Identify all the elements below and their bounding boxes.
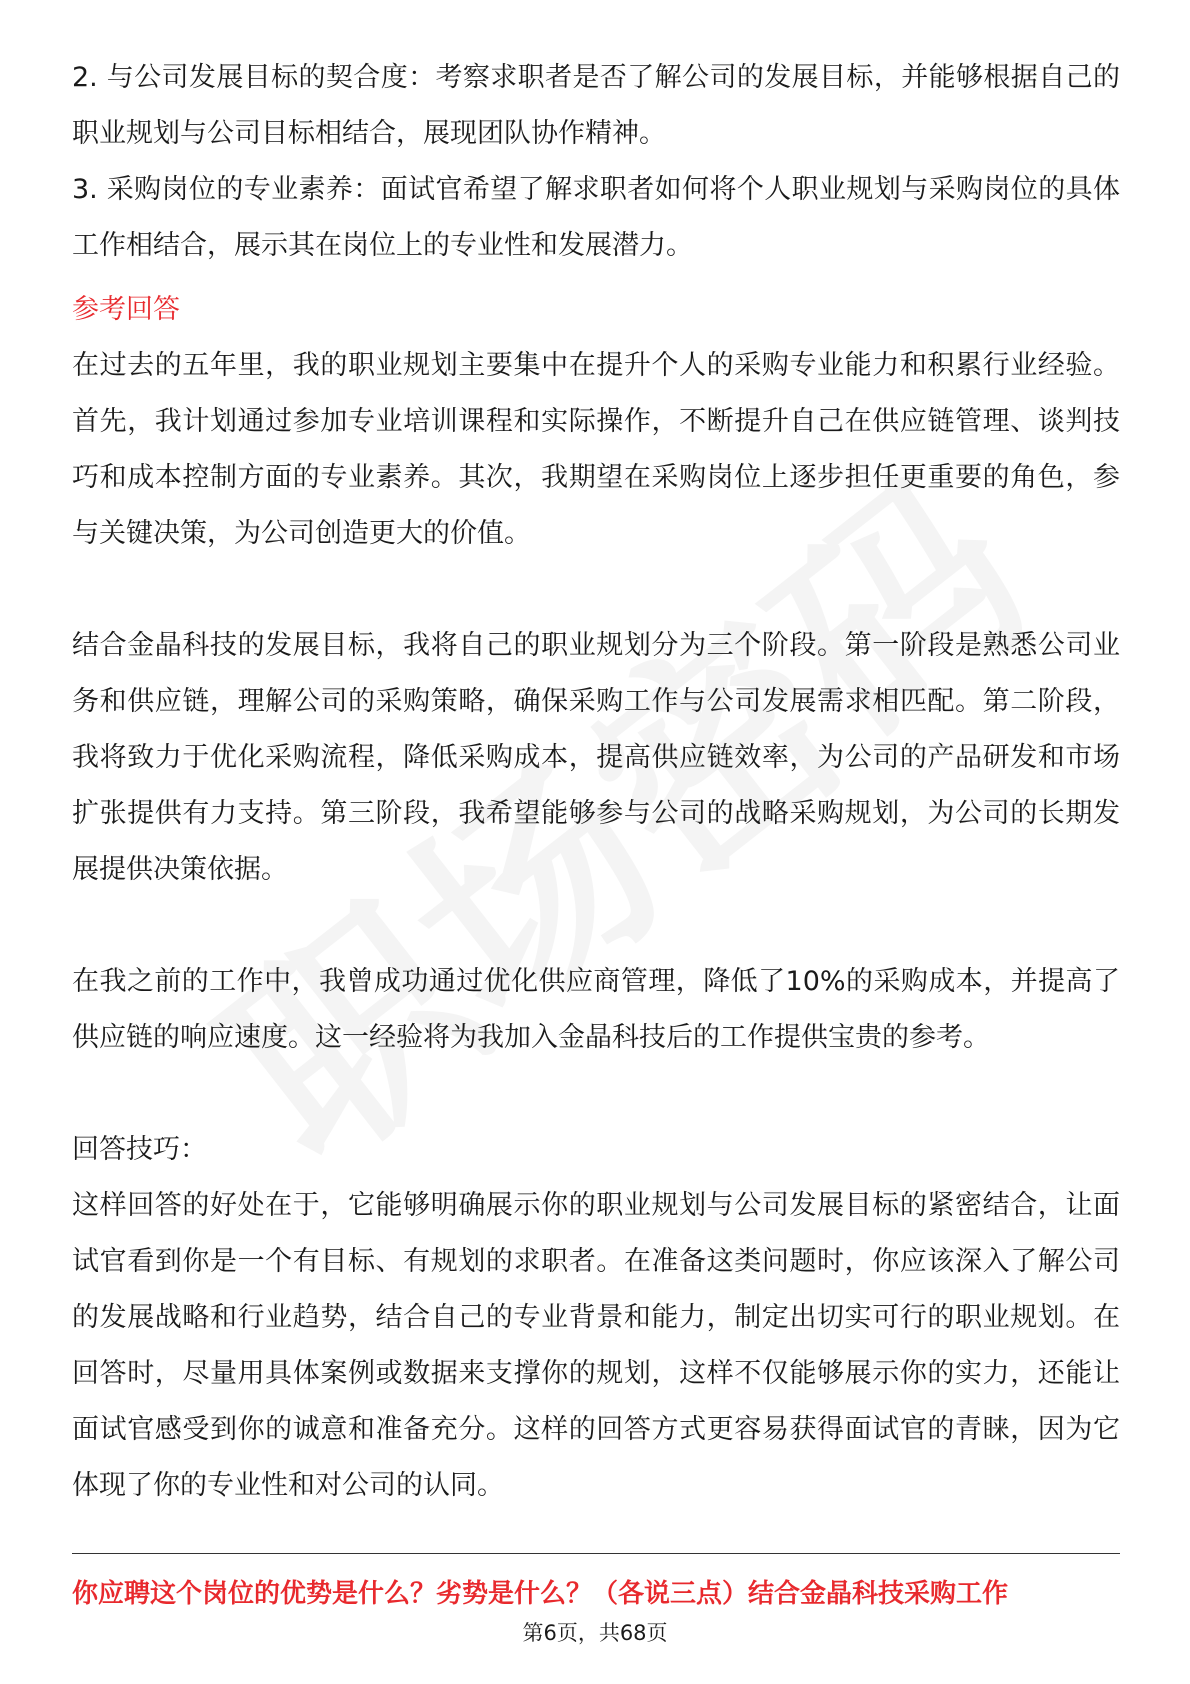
paragraph-spacer <box>72 562 1120 618</box>
reference-paragraph: 在我之前的工作中，我曾成功通过优化供应商管理，降低了10%的采购成本，并提高了供应链的响应速度。这一经验将为我加入金晶科技后的工作提供宝贵的参考。 <box>72 966 1120 1053</box>
reference-paragraph: 在过去的五年里，我的职业规划主要集中在提升个人的采购专业能力和积累行业经验。首先，我计划通过参加专业培训课程和实际操作，不断提升自己在供应链管理、谈判技巧和成本控制方面的专业素养。其次，我期望在采购岗位上逐步担任更重要的角色，参与关键决策，为公司创造更大的价值。 <box>72 350 1120 549</box>
next-question-title: 你应聘这个岗位的优势是什么？劣势是什么？（各说三点）结合金晶科技采购工作 <box>72 1579 1009 1609</box>
page-number: 第6页，共68页 <box>522 1621 668 1645</box>
paragraph-spacer <box>72 1066 1120 1122</box>
reference-paragraph: 结合金晶科技的发展目标，我将自己的职业规划分为三个阶段。第一阶段是熟悉公司业务和供应链，理解公司的采购策略，确保采购工作与公司发展需求相匹配。第二阶段，我将致力于优化采购流程，降低采购成本，提高供应链效率，为公司的产品研发和市场扩张提供有力支持。第三阶段，我希望能够参与公司的战略采购规划，为公司的长期发展提供决策依据。 <box>72 630 1120 885</box>
tips-paragraph: 这样回答的好处在于，它能够明确展示你的职业规划与公司发展目标的紧密结合，让面试官看到你是一个有目标、有规划的求职者。在准备这类问题时，你应该深入了解公司的发展战略和行业趋势，结合自己的专业背景和能力，制定出切实可行的职业规划。在回答时，尽量用具体案例或数据来支撑你的规划，这样不仅能够展示你的实力，还能让面试官感受到你的诚意和准备充分。这样的回答方式更容易获得面试官的青睐，因为它体现了你的专业性和对公司的认同。 <box>72 1190 1120 1501</box>
criterion-item: 3. 采购岗位的专业素养：面试官希望了解求职者如何将个人职业规划与采购岗位的具体工作相结合，展示其在岗位上的专业性和发展潜力。 <box>72 174 1120 261</box>
section-divider <box>72 1553 1120 1554</box>
paragraph-spacer <box>72 898 1120 954</box>
criterion-item: 2. 与公司发展目标的契合度：考察求职者是否了解公司的发展目标，并能够根据自己的职业规划与公司目标相结合，展现团队协作精神。 <box>72 62 1120 149</box>
tips-heading: 回答技巧： <box>72 1134 207 1165</box>
document-body <box>72 50 1120 1514</box>
reference-answer-heading: 参考回答 <box>72 294 180 325</box>
